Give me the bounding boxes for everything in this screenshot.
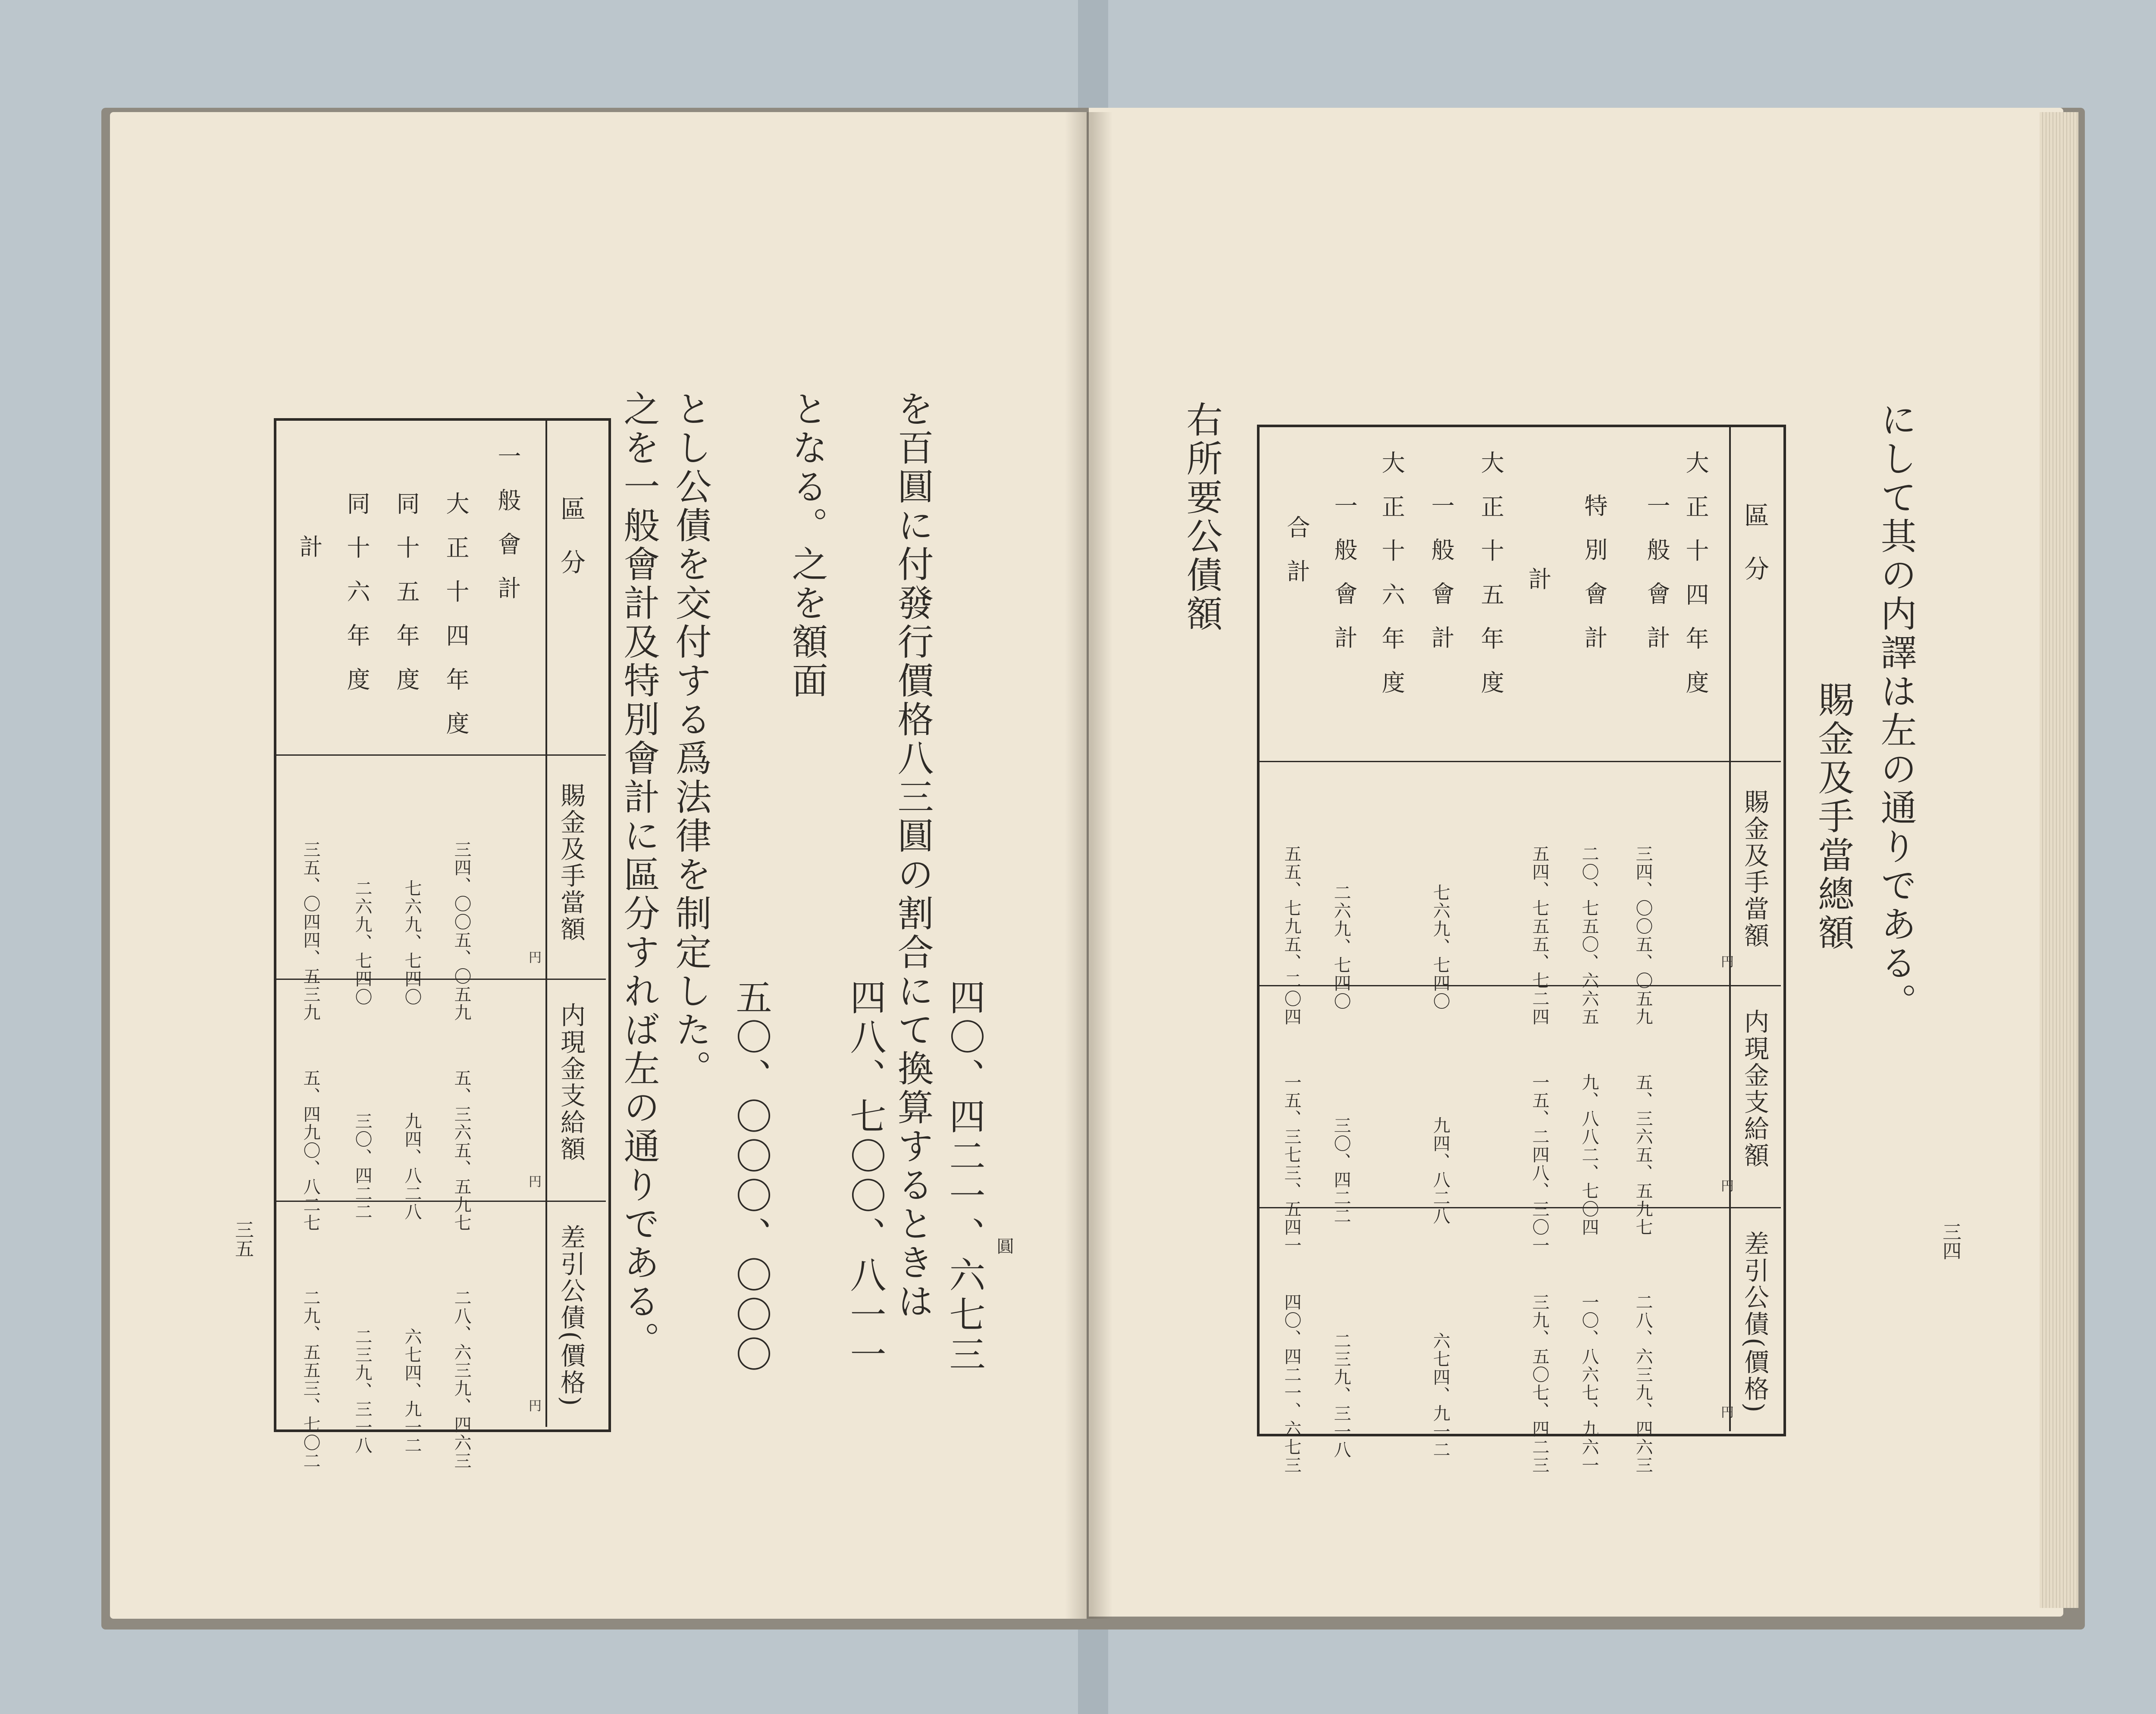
table-row-label: 同十五年度 [393,491,420,711]
table-cell: 九、八八二、七〇四 [1579,1073,1599,1236]
unit-label: 円 [526,951,541,963]
table-cell: 二八、六三九、四六三 [451,1289,471,1470]
right-summary-label: 右所要公債額 [1181,401,1223,634]
table-cell: 五五、七九五、二〇四 [1282,845,1301,1026]
left-amount-1-unit: 圓 [994,1237,1014,1254]
left-prose-3: とし公債を交付する爲法律を制定した。 [670,390,712,1088]
table-row-label: 合計 [1283,515,1310,603]
unit-label: 円 [1718,955,1733,968]
table-header-sitegane: 賜金及手當額 [1740,789,1769,949]
right-text-line-1: にして其の内譯は左の通りである。 [1875,401,1917,1022]
unit-label: 円 [1718,1405,1733,1418]
table-divider [274,754,606,756]
table-header-kousai: 差引公債(價格) [556,1224,586,1408]
table-cell: 五、三六五、五九七 [1633,1073,1653,1236]
table-cell: 六七四、九一二 [1430,1332,1450,1459]
unit-label: 円 [1718,1179,1733,1192]
table-cell: 六七四、九一二 [402,1328,422,1454]
right-folio: 三四 [1939,1222,1961,1260]
book-gutter [1065,112,1112,1619]
table-cell: 五、三六五、五九七 [451,1069,471,1232]
table-cell: 二六九、七四〇 [1331,884,1351,1010]
table-cell: 二六九、七四〇 [352,879,372,1006]
table-row-label: 一般會計 [1331,494,1358,669]
table-cell: 九四、八二八 [402,1112,422,1221]
table-divider [274,979,606,980]
unit-label: 円 [526,1399,541,1412]
table-row-label: 一般會計 [1428,494,1455,669]
left-amount-2: 四八、七〇〇、八一一 [844,979,887,1375]
table-cell: 二八、六三九、四六三 [1633,1293,1653,1474]
table-row-label: 特別會計 [1581,494,1608,669]
table-cell: 二三九、三一八 [1331,1332,1351,1459]
table-header-genkin: 内現金支給額 [1740,1009,1769,1169]
table-divider [1729,425,1731,1431]
table-cell: 九四、八二八 [1430,1117,1450,1225]
table-header-sitegane: 賜金及手當額 [556,782,586,943]
table-cell: 三〇、四二二 [352,1112,372,1221]
table-header-kubun: 區 分 [1740,502,1769,582]
table-header-kubun: 區 分 [556,496,586,576]
table-cell: 三四、〇〇五、〇五九 [1633,845,1653,1026]
table-cell: 四〇、四二一、六七三 [1282,1293,1301,1474]
table-cell: 三〇、四二二 [1331,1117,1351,1225]
table-row-label: 同十六年度 [343,491,370,711]
table-cell: 七六九、七四〇 [1430,884,1450,1010]
table-divider [1257,761,1781,762]
table-row-label: 大正十四年度 [1682,450,1709,714]
table-row-label: 一般會計 [1643,494,1670,669]
table-divider [545,418,547,1427]
table-cell: 二〇、七五〇、六六五 [1579,845,1599,1026]
table-cell: 二九、五五三、七〇二 [301,1289,320,1470]
table-cell: 一五、三七三、五四一 [1282,1073,1301,1254]
left-prose-2: となる。之を額面 [786,390,828,701]
unit-label: 円 [526,1175,541,1188]
table-cell: 三五、〇四四、五三九 [301,841,320,1022]
table-cell: 三四、〇〇五、〇五九 [451,841,471,1022]
left-prose-4: 之を一般會計及特別會計に區分すれば左の通りである。 [618,390,660,1360]
table-cell: 五四、七五五、七二四 [1529,845,1549,1026]
table-row-label: 一般會計 [494,444,521,620]
right-table-title: 賜金及手當總額 [1812,681,1855,953]
table-divider [274,1201,606,1202]
table-row-label: 計 [296,535,323,579]
table-row-label: 大正十五年度 [1477,450,1504,714]
table-header-kousai: 差引公債(價格) [1740,1231,1769,1414]
table-cell: 七六九、七四〇 [402,879,422,1006]
table-cell: 一〇、八六七、九六一 [1579,1293,1599,1474]
table-row-label: 大正十六年度 [1378,450,1405,714]
left-amount-1: 四〇、四二一、六七三 [943,979,986,1375]
table-cell: 一五、二四八、三〇一 [1529,1073,1549,1254]
table-cell: 五、四九〇、八二七 [301,1069,320,1232]
left-folio: 三五 [232,1220,254,1258]
page-edges [2040,112,2078,1608]
table-cell: 二三九、三一八 [352,1328,372,1454]
left-prose-1: を百圓に付發行價格八三圓の割合にて換算するときは [892,390,934,1321]
left-amount-3: 五〇、〇〇〇、〇〇〇 [730,979,772,1375]
table-row-label: 大正十四年度 [442,491,470,755]
table-cell: 三九、五〇七、四二三 [1529,1293,1549,1474]
table-header-genkin: 内現金支給額 [556,1002,586,1163]
table-row-label: 計 [1525,567,1552,611]
